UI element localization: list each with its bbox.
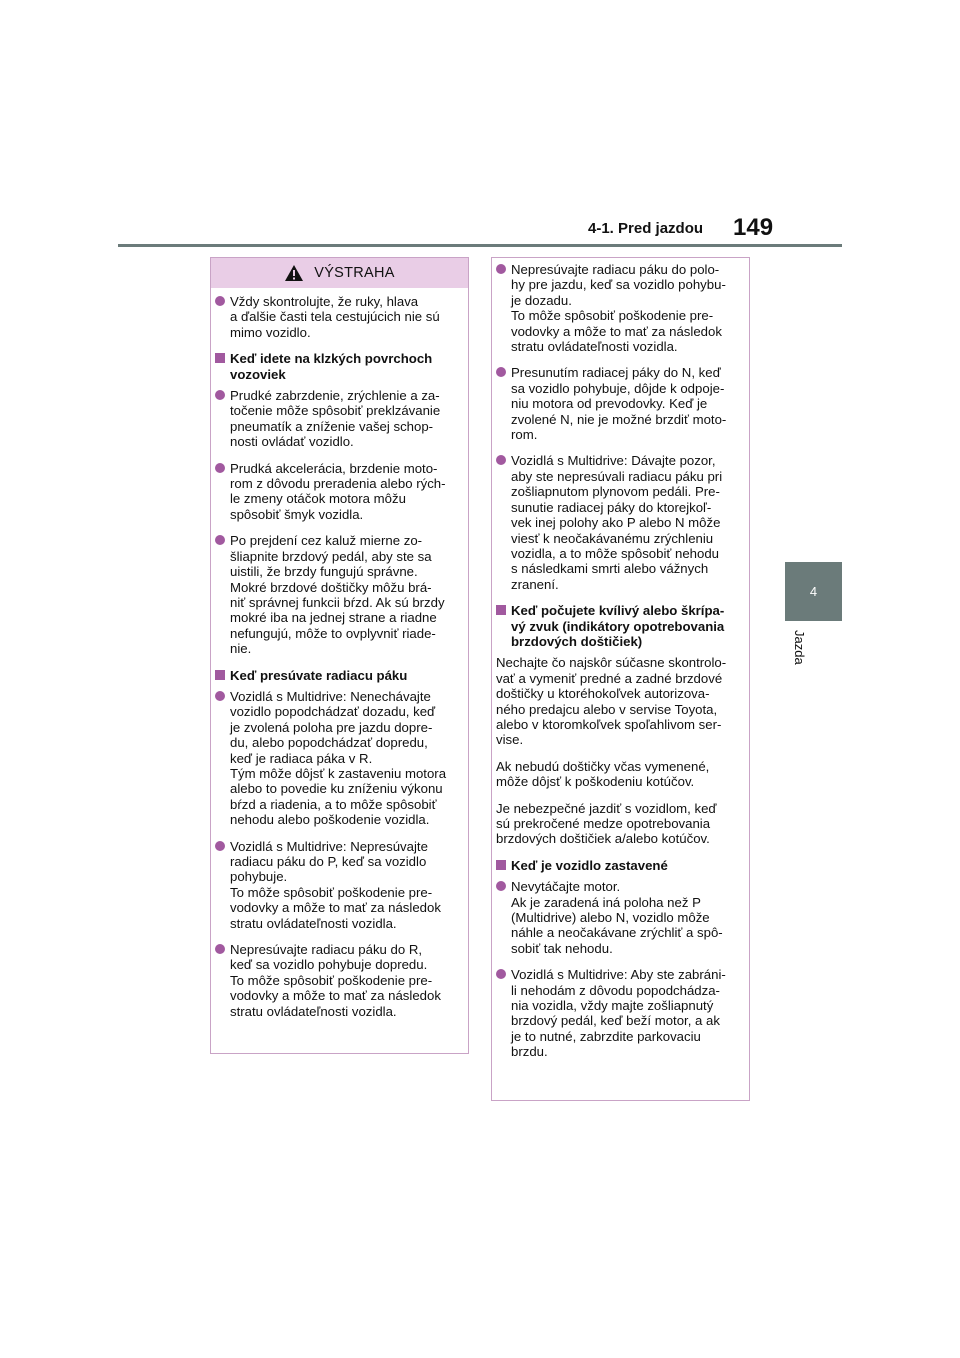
list-item [496, 967, 743, 1059]
header-divider [118, 244, 842, 247]
circle-bullet-icon [215, 535, 225, 545]
list-item [215, 294, 462, 340]
warning-box-right [491, 257, 750, 1101]
chapter-tab [785, 562, 842, 621]
warning-content-right [492, 258, 749, 1060]
list-item [215, 388, 462, 450]
heading-text: Keď presúvate radiacu páku [230, 667, 408, 683]
list-item [496, 365, 743, 442]
list-item [215, 533, 462, 656]
chapter-number: 4 [809, 584, 818, 599]
list-item [496, 453, 743, 592]
circle-bullet-icon [496, 455, 506, 465]
section-heading [496, 858, 743, 873]
warning-title: VÝSTRAHA [314, 265, 395, 281]
item-text: Vozidlá s Multidrive: Aby ste zabráni- li nehodám z dôvodu popodchádza- nia vozidla, vždy majte zošliapnutý brzdový pedál, keď beží motor, a ak je to nutné, zabrzdite parkovaciu brzdu. [511, 967, 726, 1060]
paragraph: Je nebezpečné jazdiť s vozidlom, keď sú prekročené medze opotrebovania brzdových doštičiek a/alebo kotúčov. [496, 800, 717, 847]
item-text: Prudká akcelerácia, brzdenie moto- rom z dôvodu preradenia alebo rých- le zmeny otáčok motora môžu spôsobiť šmyk vozidla. [230, 460, 446, 522]
warning-header [211, 258, 468, 288]
warning-box-left [210, 257, 469, 1054]
item-text: Nevytáčajte motor. Ak je zaradená iná poloha než P (Multidrive) alebo N, vozidlo môže náhle a neočakávane zrýchliť a spô- sobiť tak nehodu. [511, 879, 723, 956]
list-item [215, 839, 462, 931]
square-bullet-icon [496, 605, 506, 615]
square-bullet-icon [496, 860, 506, 870]
warning-triangle-icon [284, 264, 304, 282]
circle-bullet-icon [496, 367, 506, 377]
list-item [496, 262, 743, 354]
item-text: Prudké zabrzdenie, zrýchlenie a za- točenie môže spôsobiť preklzávanie pneumatík a zníženie vašej schop- nosti ovládať vozidlo. [230, 388, 441, 450]
circle-bullet-icon [496, 881, 506, 891]
page-number: 149 [733, 214, 774, 241]
list-item [215, 942, 462, 1019]
list-item [215, 689, 462, 828]
circle-bullet-icon [215, 463, 225, 473]
item-text: Vozidlá s Multidrive: Nenechávajte vozidlo popodchádzať dozadu, keď je zvolená poloha pre jazdu dopre- du, alebo popodchádzať dopredu, keď je radiaca páka v R. Tým môže dôjsť k zastaveniu motora alebo to povedie ku zníženiu výkonu bŕzd a riadenia, a to môže spôsobiť nehodu alebo poškodenie vozidla. [230, 688, 447, 828]
circle-bullet-icon [215, 296, 225, 306]
warning-content-left [211, 288, 468, 1019]
circle-bullet-icon [215, 944, 225, 954]
square-bullet-icon [215, 670, 225, 680]
item-text: Vozidlá s Multidrive: Dávajte pozor, aby ste nepresúvali radiacu páku pri zošliapnutom plynovom pedáli. Pre- sunutie radiacej páky do ktorejkoľ- vek inej polohy ako P alebo N môže viesť k neočakávanému zrýchleniu vozidla, a to môže spôsobiť nehodu s následkami smrti alebo vážnych zranení. [511, 453, 723, 592]
item-text: Vozidlá s Multidrive: Nepresúvajte radiacu páku do P, keď sa vozidlo pohybuje. To môže spôsobiť poškodenie pre- vodovky a môže to mať za následok stratu ovládateľnosti vozidla. [230, 838, 441, 931]
list-item [496, 879, 743, 956]
circle-bullet-icon [496, 264, 506, 274]
heading-text: Keď je vozidlo zastavené [511, 857, 668, 873]
list-item [215, 461, 462, 523]
square-bullet-icon [215, 353, 225, 363]
circle-bullet-icon [215, 691, 225, 701]
circle-bullet-icon [215, 841, 225, 851]
paragraph: Nechajte čo najskôr súčasne skontrolo- vať a vymeniť predné a zadné brzdové doštičky u ktoréhokoľvek autorizova- ného predajcu alebo v servise Toyota, alebo v ktoromkoľvek spoľahlivom ser- vise. [496, 655, 727, 748]
item-text: Vždy skontrolujte, že ruky, hlava a ďalšie časti tela cestujúcich nie sú mimo vozidlo. [230, 294, 440, 340]
item-text: Po prejdení cez kaluž mierne zo- šliapnite brzdový pedál, aby ste sa uistili, že brzdy fungujú správne. Mokré brzdové doštičky môžu brá- niť správnej funkcii bŕzd. Ak sú brzdy mokré iba na jednej strane a riadne nefungujú, môže to ovplyvniť riade- nie. [230, 533, 445, 657]
item-text: Nepresúvajte radiacu páku do R, keď sa vozidlo pohybuje dopredu. To môže spôsobiť poškodenie pre- vodovky a môže to mať za následok stratu ovládateľnosti vozidla. [230, 942, 441, 1019]
section-heading [496, 603, 743, 649]
chapter-label: Jazda [792, 630, 807, 665]
section-heading [215, 668, 462, 683]
item-text: Nepresúvajte radiacu páku do polo- hy pre jazdu, keď sa vozidlo pohybu- je dozadu. To môže spôsobiť poškodenie pre- vodovky a môže to mať za následok stratu ovládateľnosti vozidla. [511, 262, 726, 355]
item-text: Presunutím radiacej páky do N, keď sa vozidlo pohybuje, dôjde k odpoje- niu motora od prevodovky. Keď je zvolené N, nie je možné brzdiť moto- rom. [511, 365, 727, 443]
heading-text: Keď idete na klzkých povrchoch vozoviek [230, 351, 433, 382]
section-heading [215, 351, 462, 382]
paragraph: Ak nebudú doštičky včas vymenené, môže dôjsť k poškodeniu kotúčov. [496, 758, 710, 790]
circle-bullet-icon [215, 390, 225, 400]
heading-text: Keď počujete kvílivý alebo škrípa- vý zvuk (indikátory opotrebovania brzdových doštičiek) [511, 603, 725, 649]
section-title: 4-1. Pred jazdou [588, 220, 704, 237]
circle-bullet-icon [496, 969, 506, 979]
